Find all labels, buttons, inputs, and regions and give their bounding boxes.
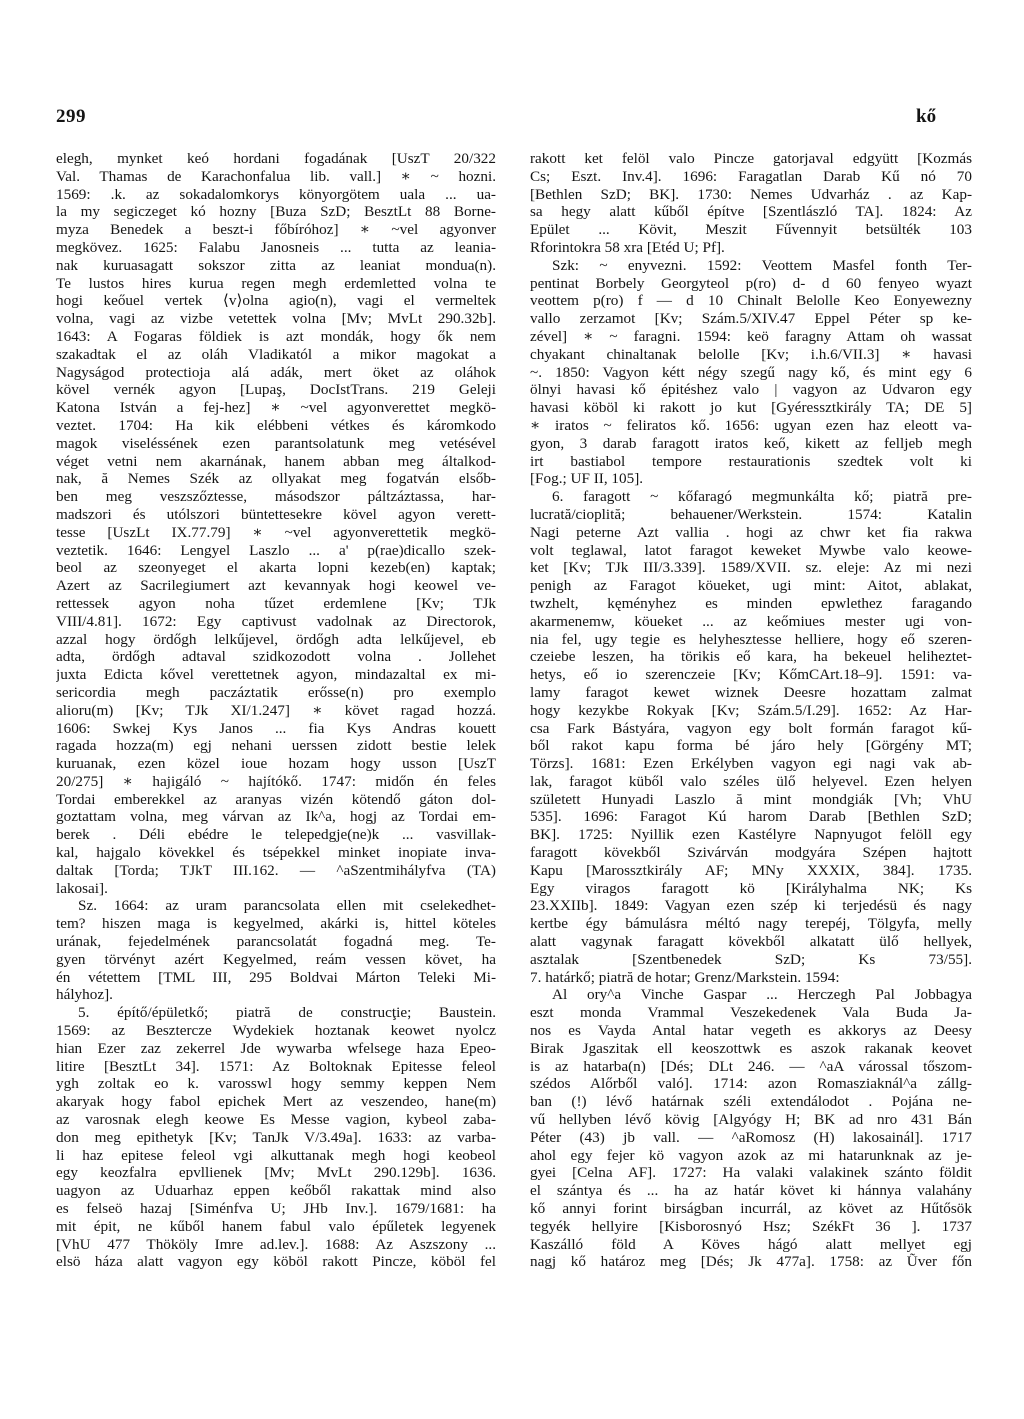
- text-line: gyei [Celna AF]. 1727: Ha valaki valakinek szánto földit: [530, 1164, 972, 1182]
- text-line: kal, hajgalo kövekkel és tsépekkel minket inopiate inva-: [56, 844, 496, 862]
- text-line: uagyon az Uduarhaz eppen keőből rakattak mind also: [56, 1182, 496, 1200]
- text-line: litire [BesztLt 34]. 1571: Az Boltoknak Epitesse feleol: [56, 1057, 496, 1075]
- text-line: Törzs]. 1681: Ezen Erkélyben vagyon egi nagi vak ab-: [530, 755, 972, 773]
- text-line: tem? hiszen maga is kegyelmed, akárki is, hittel köteles: [56, 915, 496, 933]
- text-line: li haz epitese feleol vgi alkuttanak megh hogi keobeol: [56, 1146, 496, 1164]
- text-line: faragott kövekből Szivárván modgyára Szépen hajtott: [530, 844, 972, 862]
- text-line: lamy faragot kewet wiznek Deesre hozattam zalmat: [530, 683, 972, 701]
- text-line: vű hellyben lévő kövig [Algyógy H; BK ad nro 431 Bán: [530, 1111, 972, 1129]
- text-line: ~. 1850: Vagyon kétt négy szegű nagy kő, és mint egy 6: [530, 363, 972, 381]
- text-line: 1569: az Besztercze Wydekiek hoztanak keowet nyolcz: [56, 1022, 496, 1040]
- text-line: urának, fejedelmének parancsolatát fogadná meg. Te-: [56, 933, 496, 951]
- text-line: 1643: A Fogaras földiek is azt mondák, hogy ők nem: [56, 327, 496, 345]
- text-line: irt bastiabol tempore restaurationis szedtek volt ki: [530, 452, 972, 470]
- text-line: lucrată/cioplită; behauener/Werkstein. 1574: Katalin: [530, 505, 972, 523]
- text-line: penigh az Faragot köueket, ugi mint: Aitot, ablakat,: [530, 577, 972, 595]
- running-head: kő: [916, 106, 937, 127]
- text-line: madszori és utólszori büntettesekre kövel agyon verett-: [56, 505, 496, 523]
- text-line: el szántya és ... ha az határ követ ki hánnya valahány: [530, 1182, 972, 1200]
- text-line: lak, faragot küből valo széles ülő helyevel. Ezen helyen: [530, 772, 972, 790]
- text-line: Birak Jgaszitak ell keoszottwk es aszok rakanak keovet: [530, 1039, 972, 1057]
- text-line: asztalak [Szentbenedek SzD; Ks 73/55].: [530, 950, 972, 968]
- text-line: Val. Thamas de Karachonfalua lib. vall.] ∗ ~ hozni.: [56, 167, 496, 185]
- text-line: szakadtak el az oláh Vladikatól a mikor magokat a: [56, 345, 496, 363]
- text-line: 1569: .k. az sokadalomkorys könyorgötem uala ... ua-: [56, 185, 496, 203]
- text-line: czeiebe leszen, ha törikis eő kara, ha bekeuel heliheztet-: [530, 648, 972, 666]
- text-line: nak kuruasagatt sokszor zitta az leaniat mondua(n).: [56, 256, 496, 274]
- text-line: kő annyi forint birságban incurrál, az követ az Hűtősök: [530, 1200, 972, 1218]
- text-line: elsö háza alatt vagyon egy köböl rakott Pincze, köböl fel: [56, 1253, 496, 1271]
- text-line: Nagi peterne Azt vallia . hogi az chwr ket fia rakwa: [530, 523, 972, 541]
- text-line: hályhoz].: [56, 986, 113, 1004]
- text-line: Nagyságod protectioja alá adák, mert öket az oláhok: [56, 363, 496, 381]
- text-line: tesse [UszLt IX.77.79] ∗ ~vel agyonverettetik megkö-: [56, 523, 496, 541]
- text-line: egy keozfalra epvllienek [Mv; MvLt 290.129b]. 1636.: [56, 1164, 496, 1182]
- text-line: ölnyi havasi kő épitéshez valo | vagyon az Udvaron egy: [530, 381, 972, 399]
- text-line: Péter (43) jb vall. — ^aRomosz (H) lakosainál]. 1717: [530, 1128, 972, 1146]
- text-line: nak, ă Nemes Szék az ollyakat meg fogatván elsőb-: [56, 470, 496, 488]
- text-line: goztattam volna, meg várvan az Ik^a, hogj az Tordai em-: [56, 808, 496, 826]
- text-line: gyen törvényt azért Kegyelmed, reám vessen követ, ha: [56, 950, 496, 968]
- text-line: Te lustos hires kurua regen megh erdemletted volna te: [56, 274, 496, 292]
- text-line: hogi keőuel vertek ⟨v⟩olna agio(n), vagi el vermeltek: [56, 292, 496, 310]
- text-line: ygh zoltak eo k. varosswl hogy semmy keppen Nem: [56, 1075, 496, 1093]
- text-line: veztet. 1704: Ha kik elébbeni vétkes és káromkodo: [56, 416, 496, 434]
- text-line: én vétettem [TML III, 295 Boldvai Márton Teleki Mi-: [56, 968, 496, 986]
- text-line: véget vetni nem akarnának, hanem abban meg általkod-: [56, 452, 496, 470]
- text-line: twzhelt, kęményhez es minden epwlethez faragando: [530, 594, 972, 612]
- text-line: eszt monda Vrammal Veszekedenek Vala Buda Ja-: [530, 1004, 972, 1022]
- text-line: kertbe égy bámulásra méltó nagy terepéj, Tölgyfa, melly: [530, 915, 972, 933]
- text-line: 5. építő/épületkő; piatră de construcţie; Baustein.: [78, 1004, 496, 1022]
- text-line: Szk: ~ enyvezni. 1592: Veottem Masfel fonth Ter-: [552, 256, 972, 274]
- text-line: lakosai].: [56, 879, 108, 897]
- text-line: chyakant chinaltanak belolle [Kv; i.h.6/VII.3] ∗ havasi: [530, 345, 972, 363]
- text-line: beol az szeonyeget el akarta lopni kezeb(en) kaptak;: [56, 559, 496, 577]
- text-line: ragada hozza(m) egj nehani uerssen zidott bestie lelek: [56, 737, 496, 755]
- text-line: ∗ iratos ~ feliratos kő. 1656: ugyan ezen haz eleott va-: [530, 416, 972, 434]
- text-line: gyon, 3 darab faragott iratos keő, kikett az felljeb megh: [530, 434, 972, 452]
- text-line: Egy viragos faragott kö [Királyhalma NK; Ks: [530, 879, 972, 897]
- text-line: ket [Kv; TJk III/3.339]. 1589/XVII. sz. eleje: Az mi nezi: [530, 559, 972, 577]
- text-line: Azert az Sacrilegiumert azt kevannyak hogi keowel ve-: [56, 577, 496, 595]
- text-line: ben meg veszszőztesse, másodszor páltzáztassa, har-: [56, 488, 496, 506]
- text-line: Kaszálló föld A Köves hágó alatt mellyet egj: [530, 1235, 972, 1253]
- text-line: havasi köböl ki rakott jo kut [Gyéressztkirály TA; DE 5]: [530, 399, 972, 417]
- left-column: [56, 150, 496, 1271]
- text-line: 1606: Swkej Kys Janos ... fia Kys Andras kouett: [56, 719, 496, 737]
- text-line: Katona István a fej-hez] ∗ ~vel agyonverettet megkö-: [56, 399, 496, 417]
- text-line: alatt vagynak faragatt kövekből alkatatt ülő hellyek,: [530, 933, 972, 951]
- text-line: szédos Alőrből való]. 1714: azon Romasziaknál^a zállg-: [530, 1075, 972, 1093]
- text-line: csa Fark Bástyára, vagyon egy bolt formán faragot kű-: [530, 719, 972, 737]
- text-line: VIII/4.81]. 1672: Egy captivust vadolnak az Directorok,: [56, 612, 496, 630]
- text-line: megkövez. 1625: Falabu Janosneis ... tutta az leania-: [56, 238, 496, 256]
- text-line: es felseö hazaj [Siménfva U; JHb Inv.]. 1679/1681: ha: [56, 1200, 496, 1218]
- text-line: zével] ∗ ~ faragni. 1594: keö faragny Attam oh wassat: [530, 327, 972, 345]
- text-line: ban (!) lévő határnak széli extendálodot . Pojána ne-: [530, 1093, 972, 1111]
- text-line: azzal hogy ördőgh lelkűjevel, ördőgh adta lelkűjevel, eb: [56, 630, 496, 648]
- text-line: Rforintokra 58 xra [Etéd U; Pf].: [530, 238, 725, 256]
- text-line: volna, vagi az vizbe vetettek volna [Mv; MvLt 290.32b].: [56, 310, 496, 328]
- text-line: sericordia megh paczáztatik erősse(n) pro exemplo: [56, 683, 496, 701]
- right-column: [530, 150, 972, 1271]
- text-line: nos es Vayda Antal hatar vegeth es akkorys az Deesy: [530, 1022, 972, 1040]
- text-line: hogy kezykbe Rokyak [Kv; Szám.5/I.29]. 1652: Az Har-: [530, 701, 972, 719]
- text-line: Tordai emberekkel az aranyas vizén kötendő gáton dol-: [56, 790, 496, 808]
- text-line: akaryak hogy fabol epichek Mert az veszendeo, hane(m): [56, 1093, 496, 1111]
- text-line: hian Ezer zaz zekerrel Jde wywarba wfelsege haza Epeo-: [56, 1039, 496, 1057]
- text-line: elegh, mynket keó hordani fogadának [UszT 20/322: [56, 150, 496, 167]
- text-line: akarmenemw, köueket ... az keőmiues mester ugi von-: [530, 612, 972, 630]
- text-line: nia fel, ugy tegie es helyhesztesse helliere, hogy eő szeren-: [530, 630, 972, 648]
- text-line: 535]. 1696: Faragot Kú harom Darab [Bethlen SzD;: [530, 808, 972, 826]
- text-line: juxta Edicta kővel verettetnek agyon, mindazaltal ex mi-: [56, 666, 496, 684]
- text-line: hetys, eő io szerenczeie [Kv; KőmCArt.18–9]. 1591: va-: [530, 666, 972, 684]
- text-line: Kapu [Marossztkirály AF; MNy XXXIX, 384]. 1735.: [530, 861, 972, 879]
- text-line: nagj kő határoz meg [Dés; Jk 477a]. 1758: az Ũver főn: [530, 1253, 972, 1271]
- text-line: tegyék hellyire [Kisborosnyó Hsz; SzékFt 36 ]. 1737: [530, 1217, 972, 1235]
- text-line: [Bethlen SzD; BK]. 1730: Nemes Udvarház . az Kap-: [530, 185, 972, 203]
- text-line: kövel vernék agyon [Lupaş, DocIstTrans. 219 Geleji: [56, 381, 496, 399]
- text-line: la my segiczeget kó hozny [Buza SzD; BesztLt 88 Borne-: [56, 203, 496, 221]
- text-line: rakott ket felöl valo Pincze gatorjaval edgyütt [Kozmás: [530, 150, 972, 167]
- text-line: adta, ördőgh adtaval szidkozodott volna . Jollehet: [56, 648, 496, 666]
- text-line: rettessek agyon noha tűzet erdemlene [Kv; TJk: [56, 594, 496, 612]
- text-line: 23.XXIIb]. 1849: Vagyan ezen szép ki terjedésü és nagy: [530, 897, 972, 915]
- text-line: Epület ... Kövit, Meszit Fűvennyit betsülték 103: [530, 221, 972, 239]
- text-line: 6. faragott ~ kőfaragó megmunkálta kő; piatră pre-: [552, 488, 972, 506]
- text-line: berek . Déli ebédre le telepedgje(ne)k ... vasvillak-: [56, 826, 496, 844]
- text-line: magok viseléssének ezen parantsolatunk meg vetésével: [56, 434, 496, 452]
- text-line: don meg epithetyk [Kv; TanJk V/3.49a]. 1633: az varba-: [56, 1128, 496, 1146]
- text-line: 7. határkő; piatră de hotar; Grenz/Markstein. 1594:: [530, 968, 840, 986]
- text-line: sa hegy alatt kűből építve [Szentlászló TA]. 1824: Az: [530, 203, 972, 221]
- text-line: [Fog.; UF II, 105].: [530, 470, 644, 488]
- text-line: [VhU 477 Thököly Imre ad.lev.]. 1688: Az Aszszony ...: [56, 1235, 496, 1253]
- text-line: ből rakot kapu forma bé járo hely [Görgény MT;: [530, 737, 972, 755]
- text-line: veottem p(ro) f — d 10 Chinalt Belolle Keo Eonyewezny: [530, 292, 972, 310]
- text-line: kuruanak, ezen közel ioue hozam hogy usson [UszT: [56, 755, 496, 773]
- text-line: született Hunyadi Laszlo ă mint mondgiák [Vh; VhU: [530, 790, 972, 808]
- text-line: 20/275] ∗ hajigáló ~ hajítókő. 1747: midőn én feles: [56, 772, 496, 790]
- text-line: mit épit, ne kűből hanem fabul valo épűletek legyenek: [56, 1217, 496, 1235]
- text-line: vallo zerzamot [Kv; Szám.5/XIV.47 Eppel Péter sp ke-: [530, 310, 972, 328]
- text-line: Al ory^a Vinche Gaspar ... Herczegh Pal Jobbagya: [552, 986, 972, 1004]
- text-line: Cs; Eszt. Inv.4]. 1696: Faragatlan Darab Kű nó 70: [530, 167, 972, 185]
- text-line: az varosnak elegh keowe Es Messe vagion, kybeol zaba-: [56, 1111, 496, 1129]
- text-line: volt teglawal, latot faragot keweket Mywbe valo keowe-: [530, 541, 972, 559]
- page-number: 299: [56, 106, 86, 127]
- text-line: myza Benedek a beszt-i főbíróhoz] ∗ ~vel agyonver: [56, 221, 496, 239]
- text-line: pentinat Borbely Georgyteol p(ro) d- d 60 fenyeo wyazt: [530, 274, 972, 292]
- text-line: ahol egy fejer kö vagyon azok az mi hatarunknak az je-: [530, 1146, 972, 1164]
- text-line: BK]. 1725: Nyillik ezen Kastélyre Napnyugot felöll egy: [530, 826, 972, 844]
- text-line: Sz. 1664: az uram parancsolata ellen mit cselekedhet-: [78, 897, 496, 915]
- text-line: veztetik. 1646: Lengyel Laszlo ... a' p(rae)dicallo szek-: [56, 541, 496, 559]
- text-line: alioru(m) [Kv; TJk XI/1.247] ∗ követ ragad hozzá.: [56, 701, 496, 719]
- text-line: is az hatarba(n) [Dés; DLt 246. — ^aA várossal tőszom-: [530, 1057, 972, 1075]
- text-line: daltak [Torda; TJkT III.162. — ^aSzentmihályfva (TA): [56, 861, 496, 879]
